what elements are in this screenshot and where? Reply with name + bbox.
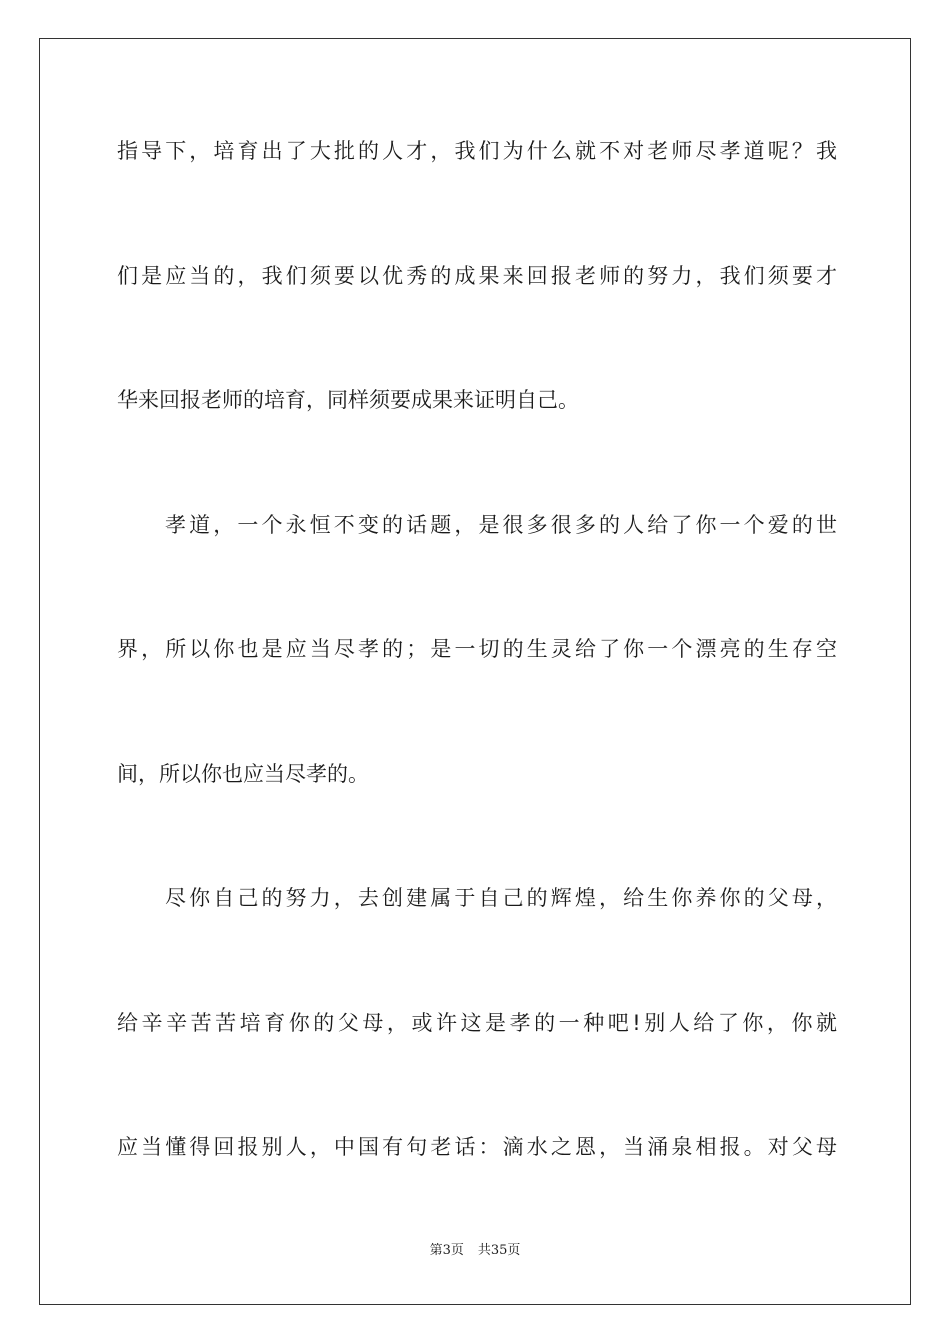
text-line: 界，所以你也是应当尽孝的；是一切的生灵给了你一个漂亮的生存空 bbox=[117, 637, 837, 661]
text-line: 们是应当的，我们须要以优秀的成果来回报老师的努力，我们须要才 bbox=[117, 264, 837, 288]
page-footer bbox=[0, 1242, 950, 1260]
page-number: 第3页 bbox=[429, 1243, 464, 1258]
text-line: 给辛辛苦苦培育你的父母，或许这是孝的一种吧!别人给了你，你就 bbox=[117, 1011, 837, 1035]
text-line: 间，所以你也应当尽孝的。 bbox=[117, 762, 369, 786]
text-line: 应当懂得回报别人，中国有句老话：滴水之恩，当涌泉相报。对父母 bbox=[117, 1135, 837, 1159]
paragraph-first-line: 孝道，一个永恒不变的话题，是很多很多的人给了你一个爱的世 bbox=[165, 513, 837, 537]
text-line: 华来回报老师的培育，同样须要成果来证明自己。 bbox=[117, 388, 579, 412]
page-frame bbox=[39, 38, 911, 1305]
text-line: 指导下，培育出了大批的人才，我们为什么就不对老师尽孝道呢？我 bbox=[117, 139, 837, 163]
paragraph-first-line: 尽你自己的努力，去创建属于自己的辉煌，给生你养你的父母， bbox=[165, 886, 837, 910]
page-total: 共35页 bbox=[477, 1243, 521, 1258]
